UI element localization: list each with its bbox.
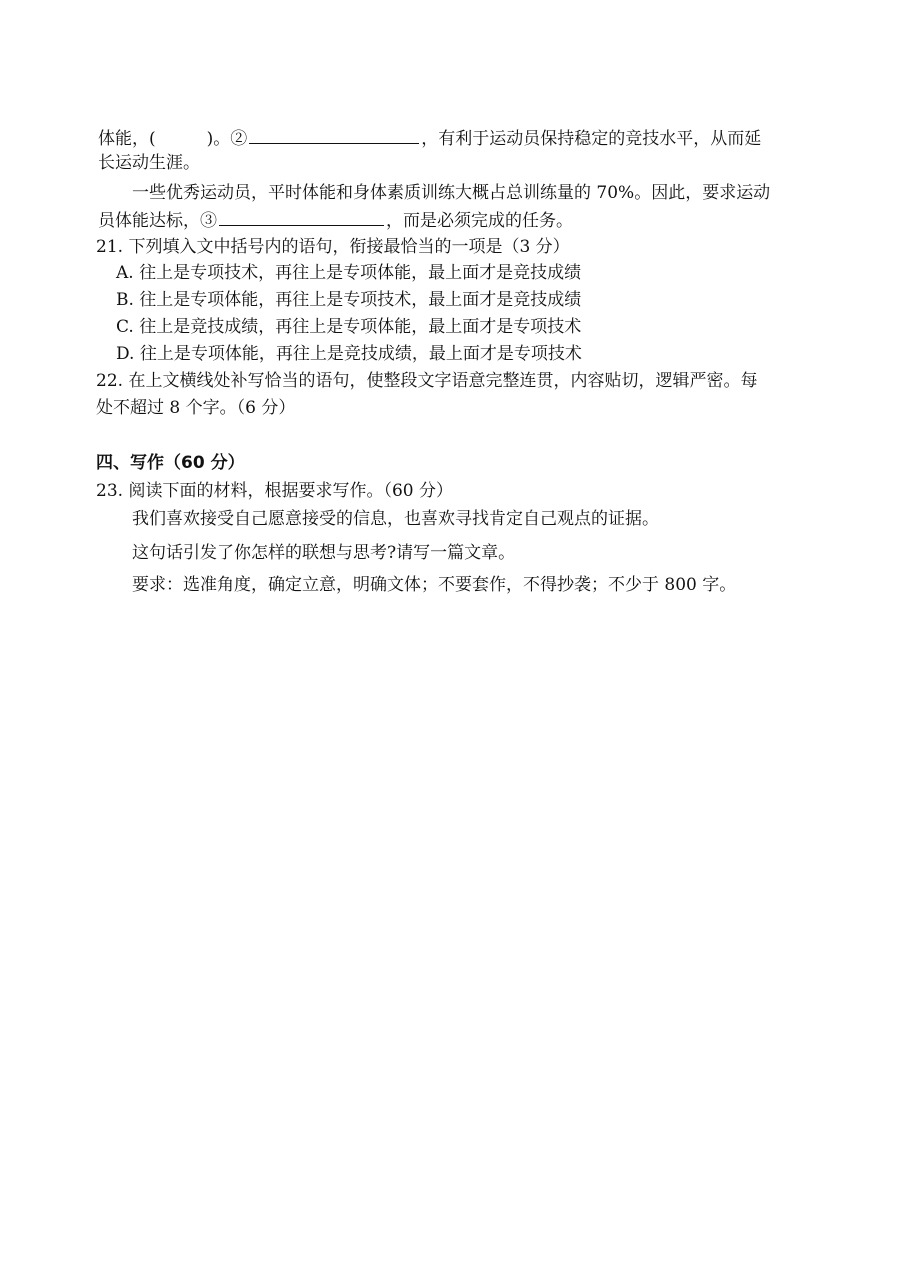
q21-option-a: A. 往上是专项技术，再往上是专项体能，最上面才是竞技成绩 (116, 263, 582, 283)
q23-requirements: 要求：选准角度，确定立意，明确文体；不要套作，不得抄袭；不少于 800 字。 (132, 575, 737, 595)
passage-line-3: 一些优秀运动员，平时体能和身体素质训练大概占总训练量的 70%。因此，要求运动 (132, 183, 771, 203)
passage-line-1-start: 体能，( )。② (98, 129, 248, 149)
q23-prompt: 这句话引发了你怎样的联想与思考?请写一篇文章。 (132, 543, 516, 563)
section-4-heading: 四、写作（60 分） (96, 453, 245, 473)
q23-stem: 23. 阅读下面的材料，根据要求写作。（60 分） (96, 481, 453, 501)
passage-line-1-end: ，有利于运动员保持稳定的竞技水平，从而延 (421, 129, 762, 149)
q22-line-1: 22. 在上文横线处补写恰当的语句，使整段文字语意完整连贯，内容贴切，逻辑严密。每 (96, 371, 758, 391)
q21-option-c: C. 往上是竞技成绩，再往上是专项体能，最上面才是专项技术 (116, 317, 582, 337)
q21-option-d: D. 往上是专项体能，再往上是竞技成绩，最上面才是专项技术 (116, 344, 582, 364)
passage-line-2: 长运动生涯。 (98, 153, 200, 173)
passage-line-4-start: 员体能达标，③ (98, 211, 217, 231)
answer-blank-3 (219, 208, 384, 226)
q21-option-b: B. 往上是专项体能，再往上是专项技术，最上面才是竞技成绩 (116, 290, 582, 310)
q23-material: 我们喜欢接受自己愿意接受的信息，也喜欢寻找肯定自己观点的证据。 (132, 509, 659, 529)
q22-line-2: 处不超过 8 个字。（6 分） (96, 398, 296, 418)
passage-line-4 (98, 208, 573, 232)
passage-line-1 (98, 126, 761, 150)
answer-blank-2 (249, 126, 419, 144)
passage-line-4-end: ，而是必须完成的任务。 (386, 211, 573, 231)
q21-stem: 21. 下列填入文中括号内的语句，衔接最恰当的一项是（3 分） (96, 237, 570, 257)
